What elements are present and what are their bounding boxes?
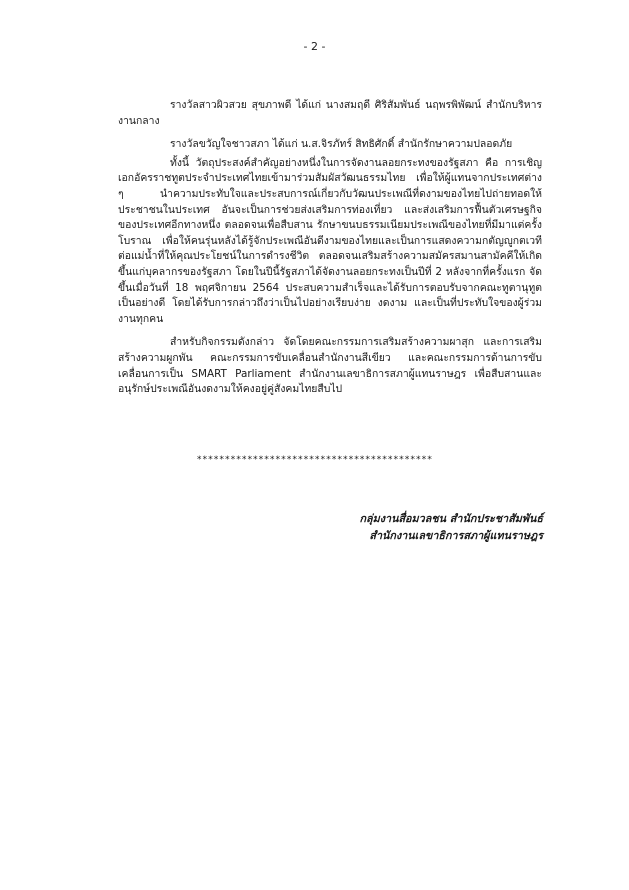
- signature-department: กลุ่มงานสื่อมวลชน สำนักประชาสัมพันธ์: [359, 512, 543, 525]
- paragraph-event-purpose: ทั้งนี้ วัตถุประสงค์สำคัญอย่างหนึ่งในการจัดงานลอยกระทงของรัฐสภา คือ การเชิญเอกอัครราชทูตประจำประเทศไทยเข้ามาร่วมสัมผัสวัฒนธรรมไทย เพื่อให้ผู้แทนจากประเทศต่าง ๆ นำความประทับใจและประสบการณ์เกี่ยวกับวัฒนประเพณีที่ดงามของไทยไปถ่ายทอดให้ประชาชนในประเทศ อันจะเป็นการช่วยส่งเสริมการท่องเที่ยว และส่งเสริมการฟื้นตัวเศรษฐกิจของประเทศอีกทางหนึ่ง ตลอดจนเพื่อสืบสาน รักษาขนบธรรมเนียมประเพณีของไทยที่มีมาแต่ครั้งโบราณ เพื่อให้คนรุ่นหลังได้รู้จักประเพณีอันดีงามของไทยและเป็นการแสดงความกตัญญูกตเวทีต่อแม่น้ำที่ให้คุณประโยชน์ในการดำรงชีวิต ตลอดจนเสริมสร้างความสมัครสมานสามัคคีให้เกิดขึ้นแก่บุคลากรของรัฐสภา โดยในปีนี้รัฐสภาได้จัดงานลอยกระทงเป็นปีที่ 2 หลังจากที่ครั้งแรก จัดขึ้นเมื่อวันที่ 18 พฤศจิกายน 2564 ประสบความสำเร็จและได้รับการตอบรับจากคณะทูตานุทูตเป็นอย่างดี โดยได้รับการกล่าวถึงว่าเป็นไปอย่างเรียบง่าย งดงาม และเป็นที่ประทับใจของผู้ร่วมงานทุกคน: [118, 156, 542, 325]
- signature-block: [359, 510, 543, 544]
- page-number: - 2 -: [303, 40, 326, 53]
- paragraph-award-parliament-favorite: รางวัลขวัญใจชาวสภา ได้แก่ น.ส.จิรภัทร์ สิทธิศักดิ์ สำนักรักษาความปลอดภัย: [170, 138, 513, 151]
- body-text: [118, 98, 542, 398]
- paragraph-award-healthy-skin: รางวัลสาวผิวสวย สุขภาพดี ได้แก่ นางสมฤดี ศิริสัมพันธ์ นฤพรพิพัฒน์ สำนักบริหารงานกลาง: [118, 99, 542, 127]
- signature-office: สำนักงานเลขาธิการสภาผู้แทนราษฎร: [369, 529, 543, 542]
- separator-line: ******************************************: [196, 455, 433, 465]
- paragraph-organizers: สำหรับกิจกรรมดังกล่าว จัดโดยคณะกรรมการเสริมสร้างความผาสุก และการเสริมสร้างความผูกพัน คณะกรรมการขับเคลื่อนสำนักงานสีเขียว และคณะกรรมการด้านการขับเคลื่อนการเป็น SMART Parliament สำนักงานเลขาธิการสภาผู้แทนราษฎร เพื่อสืบสานและอนุรักษ์ประเพณีอันงดงามให้คงอยู่คู่สังคมไทยสืบไป: [118, 336, 542, 396]
